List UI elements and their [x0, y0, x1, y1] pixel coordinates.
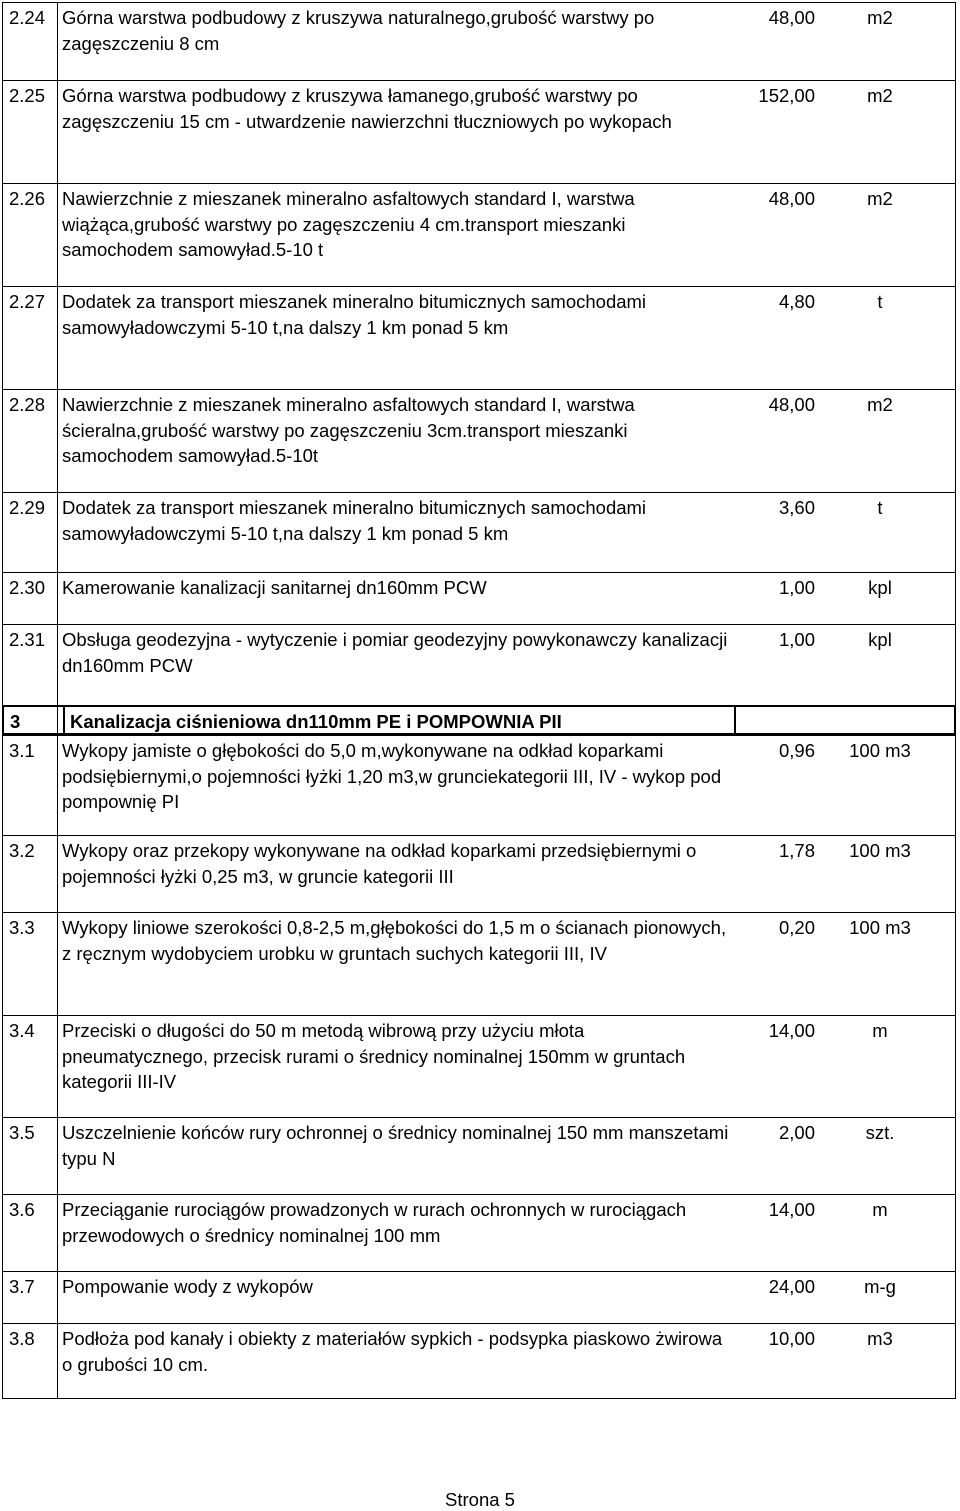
item-description: Przeciski o długości do 50 m metodą wibrową przy użyciu młota pneumatycznego, przecisk rurami o średnicy nominalnej 150mm w gruntach kategorii III-IV [62, 1020, 686, 1092]
item-quantity: 1,78 [778, 840, 815, 861]
item-quantity: 0,96 [778, 740, 815, 761]
item-number: 2.24 [3, 3, 58, 54]
table-row [2, 1194, 956, 1268]
page-footer: Strona 5 [445, 1489, 515, 1510]
item-description: Górna warstwa podbudowy z kruszywa naturalnego,grubość warstwy po zagęszczeniu 8 cm [62, 7, 655, 54]
item-quantity: 0,20 [778, 917, 815, 938]
item-quantity: 48,00 [768, 7, 815, 28]
item-description: Kamerowanie kanalizacji sanitarnej dn160mm PCW [62, 577, 487, 598]
item-quantity: 48,00 [768, 394, 815, 415]
item-description: Nawierzchnie z mieszanek mineralno asfaltowych standard I, warstwa ścieralna,grubość warstwy po zagęszczeniu 3cm.transport mieszanki samochodem samowyład.5-10t [62, 394, 635, 466]
item-unit: m [872, 1020, 888, 1041]
item-number: 2.29 [3, 493, 58, 572]
item-number: 3.8 [3, 1324, 58, 1398]
item-description: Dodatek za transport mieszanek mineralno bitumicznych samochodami samowyładowczymi 5-10 t,na dalszy 1 km ponad 5 km [62, 497, 647, 544]
table-row [2, 1323, 956, 1399]
item-unit: m [872, 1199, 888, 1220]
item-unit: t [877, 497, 883, 518]
item-unit: m2 [867, 188, 893, 209]
item-quantity: 3,60 [778, 497, 815, 518]
item-number: 2.28 [3, 390, 58, 469]
table-row [2, 835, 956, 909]
item-unit: m2 [867, 85, 893, 106]
table-row [2, 389, 956, 469]
item-quantity: 10,00 [768, 1328, 815, 1349]
table-row [2, 1271, 956, 1323]
item-quantity: 1,00 [778, 577, 815, 598]
item-unit: m3 [867, 1328, 893, 1349]
item-unit: 100 m3 [849, 840, 911, 861]
item-unit: t [877, 291, 883, 312]
item-quantity: 14,00 [768, 1199, 815, 1220]
item-description: Podłoża pod kanały i obiekty z materiałów sypkich - podsypka piaskowo żwirowa o grubości 10 cm. [62, 1328, 723, 1375]
item-number: 3.2 [3, 836, 58, 909]
section-number: 3 [10, 711, 21, 732]
item-description: Pompowanie wody z wykopów [62, 1276, 313, 1297]
item-number: 3.5 [3, 1118, 58, 1191]
item-quantity: 24,00 [768, 1276, 815, 1297]
item-quantity: 152,00 [758, 85, 815, 106]
item-description: Wykopy liniowe szerokości 0,8-2,5 m,głębokości do 1,5 m o ścianach pionowych, z ręcznym wydobyciem urobku w gruntach suchych kategorii III, IV [62, 917, 727, 964]
item-description: Dodatek za transport mieszanek mineralno bitumicznych samochodami samowyładowczymi 5-10 t,na dalszy 1 km ponad 5 km [62, 291, 647, 338]
item-unit: m-g [864, 1276, 896, 1297]
table-row [2, 624, 956, 704]
table-row [2, 1015, 956, 1115]
item-unit: szt. [865, 1122, 895, 1143]
item-quantity: 2,00 [778, 1122, 815, 1143]
item-description: Nawierzchnie z mieszanek mineralno asfaltowych standard I, warstwa wiążąca,grubość warstwy po zagęszczeniu 4 cm.transport mieszanki samochodem samowyład.5-10 t [62, 188, 635, 260]
item-description: Uszczelnienie końców rury ochronnej o średnicy nominalnej 150 mm manszetami typu N [62, 1122, 729, 1169]
item-unit: 100 m3 [849, 917, 911, 938]
item-quantity: 14,00 [768, 1020, 815, 1041]
item-quantity: 48,00 [768, 188, 815, 209]
item-description: Wykopy oraz przekopy wykonywane na odkład koparkami przedsiębiernymi o pojemności łyżki 0,25 m3, w gruncie kategorii III [62, 840, 697, 887]
item-unit: m2 [867, 7, 893, 28]
item-quantity: 1,00 [778, 629, 815, 650]
item-number: 2.26 [3, 184, 58, 263]
item-unit: m2 [867, 394, 893, 415]
item-number: 3.3 [3, 913, 58, 1009]
item-number: 2.31 [3, 625, 58, 704]
table-row [2, 183, 956, 263]
item-number: 3.4 [3, 1016, 58, 1115]
item-description: Przeciąganie rurociągów prowadzonych w rurach ochronnych w rurociągach przewodowych o średnicy nominalnej 100 mm [62, 1199, 687, 1246]
table-row [2, 572, 956, 624]
table-row [2, 912, 956, 1009]
item-description: Górna warstwa podbudowy z kruszywa łamanego,grubość warstwy po zagęszczeniu 15 cm - utwardzenie nawierzchni tłuczniowych po wykopach [62, 85, 672, 132]
item-number: 3.7 [3, 1272, 58, 1323]
item-number: 2.27 [3, 287, 58, 366]
item-unit: kpl [868, 577, 892, 598]
section-header [2, 705, 956, 735]
item-description: Obsługa geodezyjna - wytyczenie i pomiar geodezyjny powykonawczy kanalizacji dn160mm PCW [62, 629, 728, 676]
table-row [2, 80, 956, 160]
item-number: 3.1 [3, 736, 58, 829]
section-title: Kanalizacja ciśnieniowa dn110mm PE i POMPOWNIA PII [70, 711, 562, 732]
table-row [2, 492, 956, 572]
item-number: 2.30 [3, 573, 58, 624]
item-unit: 100 m3 [849, 740, 911, 761]
item-number: 2.25 [3, 81, 58, 160]
table-row [2, 735, 956, 829]
table-row [2, 1117, 956, 1191]
item-number: 3.6 [3, 1195, 58, 1268]
table-row [2, 2, 956, 54]
item-unit: kpl [868, 629, 892, 650]
item-quantity: 4,80 [778, 291, 815, 312]
table-row [2, 286, 956, 366]
item-description: Wykopy jamiste o głębokości do 5,0 m,wykonywane na odkład koparkami podsiębiernymi,o pojemności łyżki 1,20 m3,w grunciekategorii III, IV - wykop pod pompownię PI [62, 740, 722, 812]
